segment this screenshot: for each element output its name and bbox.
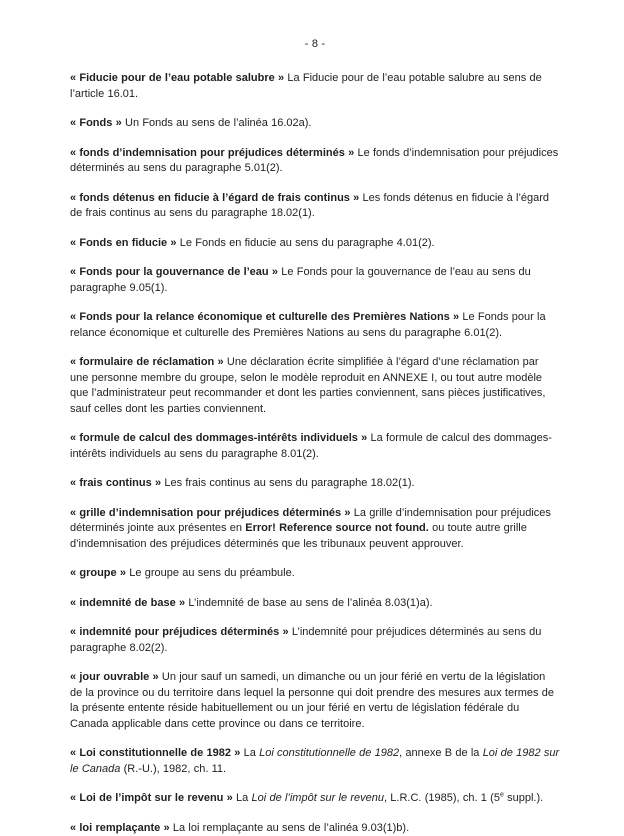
definition-text: Un Fonds au sens de l’alinéa 16.02a). xyxy=(122,117,312,129)
definition-text: e xyxy=(500,791,504,798)
definition-term: « fonds détenus en fiducie à l’égard de frais continus » xyxy=(70,192,359,204)
definition-paragraph xyxy=(70,506,560,553)
definition-text: La grille d’indemnisation pour préjudices déterminés jointe aux présentes en xyxy=(70,507,551,535)
definition-paragraph xyxy=(70,146,560,177)
definition-paragraph xyxy=(70,791,560,807)
definition-text: ou toute autre grille d’indemnisation des préjudices déterminés que les tribunaux peuvent approuver. xyxy=(70,522,527,550)
definition-paragraph xyxy=(70,116,560,132)
definition-text: L’indemnité pour préjudices déterminés au sens du paragraphe 8.02(2). xyxy=(70,626,541,654)
definition-text: La xyxy=(233,792,252,804)
definition-term: « indemnité de base » xyxy=(70,597,185,609)
definition-paragraph xyxy=(70,310,560,341)
definition-term: « Loi constitutionnelle de 1982 » xyxy=(70,747,240,759)
definition-term: Error! Reference source not found. xyxy=(245,522,429,534)
definition-paragraph xyxy=(70,821,560,836)
definition-paragraph xyxy=(70,71,560,102)
definition-term: « fonds d’indemnisation pour préjudices déterminés » xyxy=(70,147,354,159)
definition-text: La loi remplaçante au sens de l’alinéa 9.03(1)b). xyxy=(170,822,409,834)
definition-term: « jour ouvrable » xyxy=(70,671,159,683)
definition-term: « indemnité pour préjudices déterminés » xyxy=(70,626,289,638)
definition-text: Les frais continus au sens du paragraphe 18.02(1). xyxy=(161,477,415,489)
definition-text: L’indemnité de base au sens de l’alinéa 8.03(1)a). xyxy=(185,597,432,609)
definition-term: « Fonds en fiducie » xyxy=(70,237,177,249)
definition-text: Les fonds détenus en fiducie à l’égard de frais continus au sens du paragraphe 18.02(1). xyxy=(70,192,549,220)
definition-paragraph xyxy=(70,625,560,656)
definition-text: Le Fonds pour la gouvernance de l’eau au sens du paragraphe 9.05(1). xyxy=(70,266,531,294)
definition-text: Une déclaration écrite simplifiée à l’égard d’une réclamation par une personne membre du groupe, selon le modèle reproduit en ANNEXE I, ou tout autre modèle que l’administrateur peut recommander et dont les parties conviennent, sans pièces justificatives, sauf celles dont les parties conviennent. xyxy=(70,356,545,415)
definition-text: (R.-U.), 1982, ch. 11. xyxy=(120,763,226,775)
definition-term: « formulaire de réclamation » xyxy=(70,356,224,368)
definition-text: Un jour sauf un samedi, un dimanche ou un jour férié en vertu de la législation de la province ou du territoire dans lequel la personne qui doit prendre des mesures aux termes de la présente entente réside habituellement ou un jour férié en vertu de législation fédérale du Canada applicable dans cette province ou dans ce territoire. xyxy=(70,671,554,730)
definition-paragraph xyxy=(70,566,560,582)
definition-text: Le Fonds pour la relance économique et culturelle des Premières Nations au sens du paragraphe 6.01(2). xyxy=(70,311,546,339)
definition-text: , annexe B de la xyxy=(399,747,483,759)
definition-paragraph xyxy=(70,670,560,732)
definition-paragraph xyxy=(70,476,560,492)
definition-term: « grille d’indemnisation pour préjudices déterminés » xyxy=(70,507,351,519)
definition-text: Le Fonds en fiducie au sens du paragraphe 4.01(2). xyxy=(177,237,435,249)
definition-paragraph xyxy=(70,596,560,612)
definition-text: La Fiducie pour de l’eau potable salubre au sens de l’article 16.01. xyxy=(70,72,542,100)
definition-term: « loi remplaçante » xyxy=(70,822,170,834)
definition-text: suppl.). xyxy=(504,792,543,804)
definition-paragraph xyxy=(70,236,560,252)
definition-text: La formule de calcul des dommages-intérêts individuels au sens du paragraphe 8.01(2). xyxy=(70,432,552,460)
definition-text: Loi de l’impôt sur le revenu xyxy=(252,792,384,804)
definition-term: « Fonds pour la gouvernance de l’eau » xyxy=(70,266,278,278)
definition-term: « groupe » xyxy=(70,567,126,579)
definition-paragraph xyxy=(70,355,560,417)
definition-text: , L.R.C. (1985), ch. 1 (5 xyxy=(384,792,500,804)
definition-text: Le fonds d’indemnisation pour préjudices déterminés au sens du paragraphe 5.01(2). xyxy=(70,147,558,175)
definition-paragraph xyxy=(70,746,560,777)
definition-term: « Fiducie pour de l’eau potable salubre » xyxy=(70,72,284,84)
definition-paragraph xyxy=(70,431,560,462)
definitions-list xyxy=(0,52,624,836)
definition-paragraph xyxy=(70,191,560,222)
definition-term: « frais continus » xyxy=(70,477,161,489)
definition-term: « Loi de l’impôt sur le revenu » xyxy=(70,792,233,804)
definition-text: Loi de 1982 sur le Canada xyxy=(70,747,559,775)
definition-text: La xyxy=(240,747,259,759)
page-number: - 8 - xyxy=(70,0,560,52)
definition-term: « Fonds » xyxy=(70,117,122,129)
definition-text: Le groupe au sens du préambule. xyxy=(126,567,295,579)
definition-term: « formule de calcul des dommages-intérêts individuels » xyxy=(70,432,367,444)
definition-text: Loi constitutionnelle de 1982 xyxy=(259,747,399,759)
definition-paragraph xyxy=(70,265,560,296)
definition-term: « Fonds pour la relance économique et culturelle des Premières Nations » xyxy=(70,311,459,323)
